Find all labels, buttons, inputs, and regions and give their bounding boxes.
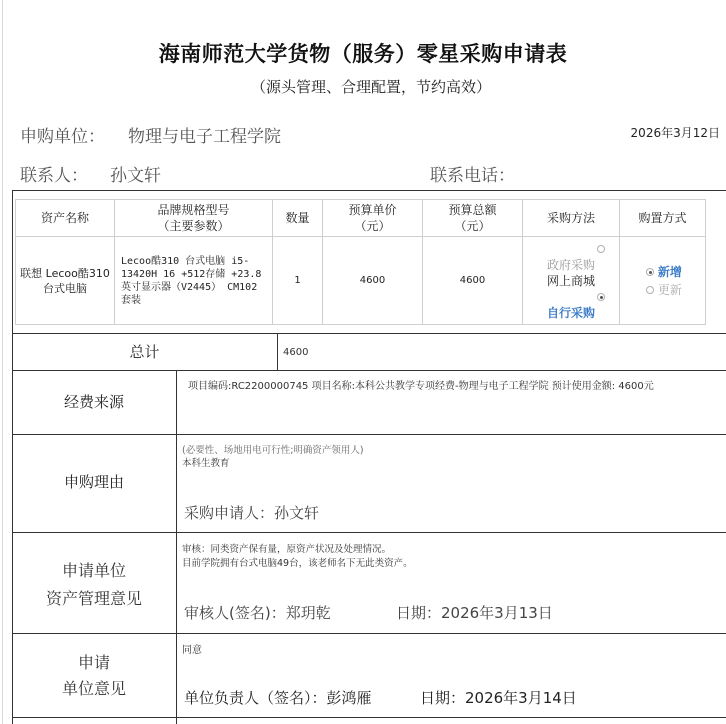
page-edge — [2, 0, 3, 724]
reason-label: 申购理由 — [63, 473, 124, 491]
separator — [12, 633, 726, 634]
asset-opinion-label: 申请单位 资产管理意见 — [45, 561, 142, 608]
asset-opinion-note-1: 审核：同类资产保有量，原资产状况及处理情况。 — [182, 544, 392, 555]
total-cell: 4600 — [423, 237, 523, 325]
col-total: 预算总额 （元） — [423, 200, 523, 237]
separator — [12, 333, 726, 334]
unit-opinion-date: 日期：2026年3月14日 — [420, 689, 577, 707]
purchase-update: 更新 — [657, 282, 682, 297]
review-date: 日期：2026年3月13日 — [396, 604, 553, 622]
purchase-type-cell — [620, 237, 706, 325]
reviewer-signature: 审核人(签名)：郑玥乾 — [184, 604, 331, 622]
method-gov-purchase: 政府采购 — [546, 257, 595, 272]
table-row — [16, 237, 706, 325]
total-label: 总计 — [129, 343, 160, 361]
phone-label: 联系电话： — [430, 166, 515, 186]
col-method: 采购方法 — [523, 200, 620, 237]
radio-update[interactable] — [646, 286, 654, 294]
col-qty: 数量 — [273, 200, 323, 237]
application-date: 2026年3月12日 — [630, 126, 720, 140]
funding-label: 经费来源 — [63, 393, 124, 411]
reason-hint: (必要性、场地用电可行性;明确资产领用人) — [182, 445, 364, 456]
unit-opinion-label: 申请 单位意见 — [61, 653, 126, 698]
form-subtitle: （源头管理、合理配置，节约高效） — [250, 78, 491, 96]
radio-new[interactable] — [646, 268, 654, 276]
separator — [176, 370, 177, 724]
separator — [12, 532, 726, 533]
qty-cell: 1 — [273, 237, 323, 325]
col-purchase-type: 购置方式 — [620, 200, 706, 237]
unit-price-cell: 4600 — [323, 237, 423, 325]
separator — [12, 717, 726, 718]
items-table — [15, 199, 706, 325]
reason-text: 本科生教育 — [182, 458, 230, 469]
col-spec: 品牌规格型号 （主要参数） — [115, 200, 273, 237]
purchase-new: 新增 — [657, 264, 682, 279]
contact-value: 孙文轩 — [110, 166, 161, 186]
radio-online-mall[interactable] — [597, 293, 605, 301]
form-title: 海南师范大学货物（服务）零星采购申请表 — [158, 42, 568, 66]
applicant-signature: 采购申请人：孙文轩 — [184, 504, 320, 522]
separator — [277, 333, 278, 370]
separator — [12, 434, 726, 435]
col-unit-price: 预算单价 （元） — [323, 200, 423, 237]
method-online-mall: 网上商城 — [546, 273, 595, 288]
funding-text: 项目编码:RC2200000745 项目名称:本科公共教学专项经费-物理与电子工程学院 预计使用金额: 4600元 — [188, 381, 654, 392]
spec-cell: Lecoo酷310 台式电脑 i5-13420H 16 +512存储 +23.8英寸显示器（V2445） CM102套装 — [115, 237, 273, 325]
applicant-unit-label: 申购单位： — [20, 127, 105, 147]
applicant-unit-value: 物理与电子工程学院 — [128, 127, 281, 147]
method-cell — [523, 237, 620, 325]
col-asset-name: 资产名称 — [16, 200, 115, 237]
asset-name-cell: 联想 Lecoo酷310 台式电脑 — [16, 237, 115, 325]
method-self-purchase: 自行采购 — [546, 305, 595, 320]
asset-opinion-note-2: 目前学院拥有台式电脑49台，该老师名下无此类资产。 — [182, 558, 413, 569]
contact-label: 联系人： — [20, 166, 88, 186]
unit-opinion-text: 同意 — [182, 645, 202, 656]
separator — [12, 370, 726, 371]
total-value: 4600 — [283, 347, 309, 358]
radio-gov-purchase[interactable] — [597, 245, 605, 253]
unit-head-signature: 单位负责人（签名）：彭鸿雁 — [184, 689, 372, 707]
